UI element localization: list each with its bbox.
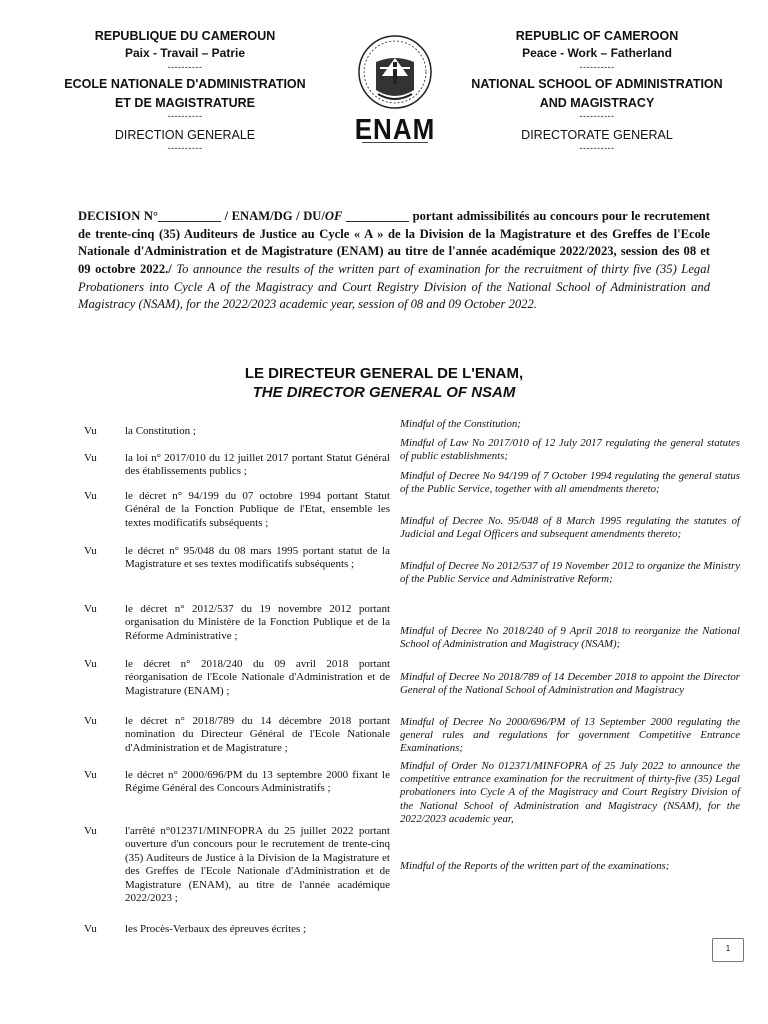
consideration-en: Mindful of Decree No 2000/696/PM of 13 September 2000 regulating the general rules and regulations for government Competitive Entrance Examinations;: [400, 716, 740, 755]
consideration-en: Mindful of Decree No. 95/048 of 8 March 1995 regulating the statutes of Judicial and Legal Officers and subsequent amendments thereto;: [400, 515, 740, 541]
vu-label: Vu: [84, 658, 97, 670]
vu-label: Vu: [84, 603, 97, 615]
country-en: REPUBLIC OF CAMEROON: [515, 29, 679, 43]
vu-label: Vu: [84, 425, 97, 437]
director-heading: [150, 365, 618, 403]
school-name-en-line1: NATIONAL SCHOOL OF ADMINISTRATION: [471, 77, 723, 92]
consideration-en: Mindful of the Reports of the written part of the examinations;: [400, 860, 670, 872]
consideration-en: Mindful of Decree No 2018/789 of 14 December 2018 to appoint the Director General of the National School of Administration and Magistracy: [400, 671, 740, 697]
consideration-en: Mindful of Decree No 2018/240 of 9 April 2018 to reorganize the National School of Administration and Magistracy (NSAM);: [400, 625, 740, 651]
consideration-fr: le décret n° 2012/537 du 19 novembre 2012 portant organisation du Ministère de la Fonction Publique et de la Réforme Administrative ;: [125, 603, 390, 642]
separator: ----------: [579, 142, 615, 153]
director-en: THE DIRECTOR GENERAL OF NSAM: [252, 383, 516, 401]
consideration-en: Mindful of Law No 2017/010 of 12 July 2017 regulating the general statutes of public establishments;: [400, 437, 740, 463]
separator: ----------: [579, 61, 615, 72]
consideration-fr: le décret n° 2018/789 du 14 décembre 2018 portant nomination du Directeur Général de l'Ecole Nationale d'Administration et de Magistrature ;: [125, 715, 390, 754]
school-name-fr-line1: ECOLE NATIONALE D'ADMINISTRATION: [64, 77, 306, 92]
separator: ----------: [167, 142, 203, 153]
consideration-en: Mindful of Order No 012371/MINFOPRA of 25 July 2022 to announce the competitive entrance examination for the recruitment of thirty-five (35) Legal probationers into Cycle A of the Magistracy and Court Registry Division of the National School of Administration and Magistracy (NSAM), for the 2022/2023 academic year,: [400, 760, 740, 825]
director-fr: LE DIRECTEUR GENERAL DE L'ENAM,: [244, 365, 524, 382]
decision-of: OF: [324, 209, 343, 223]
decision-number: DECISION N°__________ / ENAM/DG / DU/: [78, 209, 325, 223]
consideration-fr: la Constitution ;: [125, 425, 196, 437]
direction-en: DIRECTORATE GENERAL: [521, 127, 673, 142]
logo-underline: [362, 142, 428, 143]
consideration-en: Mindful of Decree No 94/199 of 7 October 1994 regulating the general status of the Public Service, together with all amendments thereto;: [400, 470, 740, 496]
separator: ----------: [167, 61, 203, 72]
logo-wordmark: ENAM: [354, 112, 436, 146]
header-right: [462, 27, 732, 154]
decision-english: To announce the results of the written part of examination for the recruitment of thirty five (35) Legal Probationers into Cycle A of the Magistracy and Court Registry Division of the National School of Administration and Magistracy (NSAM), for the 2022/2023 academic year, session of 08 and 09 October 2022.: [78, 261, 710, 312]
vu-label: Vu: [84, 715, 97, 727]
header-left: [50, 27, 320, 154]
decision-french: portant admissibilités au concours pour le recrutement de trente-cinq (35) Auditeurs de Justice au Cycle « A » de la Division de la Magistrature et des Greffes de l'Ecole Nationale d'Administration et de Magistrature (ENAM) au titre de l'année académique 2022/2023, session des 08 et 09 octobre 2022./: [78, 209, 710, 276]
vu-label: Vu: [84, 825, 97, 837]
consideration-fr: le décret n° 95/048 du 08 mars 1995 portant statut de la Magistrature et ses textes modificatifs subséquents ;: [125, 545, 390, 571]
decision-title: [78, 208, 710, 314]
consideration-en: Mindful of Decree No 2012/537 of 19 November 2012 to organize the Ministry of the Public Service and Administrative Reform;: [400, 560, 740, 586]
vu-label: Vu: [84, 923, 97, 935]
direction-fr: DIRECTION GENERALE: [114, 127, 256, 142]
consideration-fr: la loi n° 2017/010 du 12 juillet 2017 portant Statut Général des établissements publics ;: [125, 452, 390, 478]
enam-logo: [340, 32, 450, 144]
consideration-fr: le décret n° 94/199 du 07 octobre 1994 portant Statut Général de la Fonction Publique de l'Etat, ensemble les textes modificatifs subséquents ;: [125, 490, 390, 529]
consideration-fr: les Procès-Verbaux des épreuves écrites ;: [125, 923, 307, 935]
separator: ----------: [167, 110, 203, 121]
vu-label: Vu: [84, 545, 97, 557]
vu-label: Vu: [84, 769, 97, 781]
consideration-fr: le décret n° 2018/240 du 09 avril 2018 portant réorganisation de l'Ecole Nationale d'Administration et de Magistrature (ENAM) ;: [125, 658, 390, 697]
consideration-fr: le décret n° 2000/696/PM du 13 septembre 2000 fixant le Régime Général des Concours Administratifs ;: [125, 769, 390, 795]
school-name-fr-line2: ET DE MAGISTRATURE: [114, 95, 256, 110]
vu-label: Vu: [84, 452, 97, 464]
motto-en: Peace - Work – Fatherland: [522, 46, 672, 61]
consideration-en: Mindful of the Constitution;: [400, 418, 521, 430]
consideration-fr: l'arrêté n°012371/MINFOPRA du 25 juillet 2022 portant ouverture d'un concours pour le recrutement de trente-cinq (35) Auditeurs de Justice à la Division de la Magistrature et des Greffes de l'Ecole Nationale d'Administration et de Magistrature (ENAM), au titre de l'année académique 2022/2023 ;: [125, 825, 390, 905]
motto-fr: Paix - Travail – Patrie: [124, 46, 246, 61]
school-name-en-line2: AND MAGISTRACY: [539, 95, 655, 110]
decision-blank: __________: [342, 209, 413, 223]
separator: ----------: [579, 110, 615, 121]
page-number: 1: [712, 938, 744, 962]
vu-label: Vu: [84, 490, 97, 502]
country-fr: REPUBLIQUE DU CAMEROUN: [94, 29, 276, 43]
